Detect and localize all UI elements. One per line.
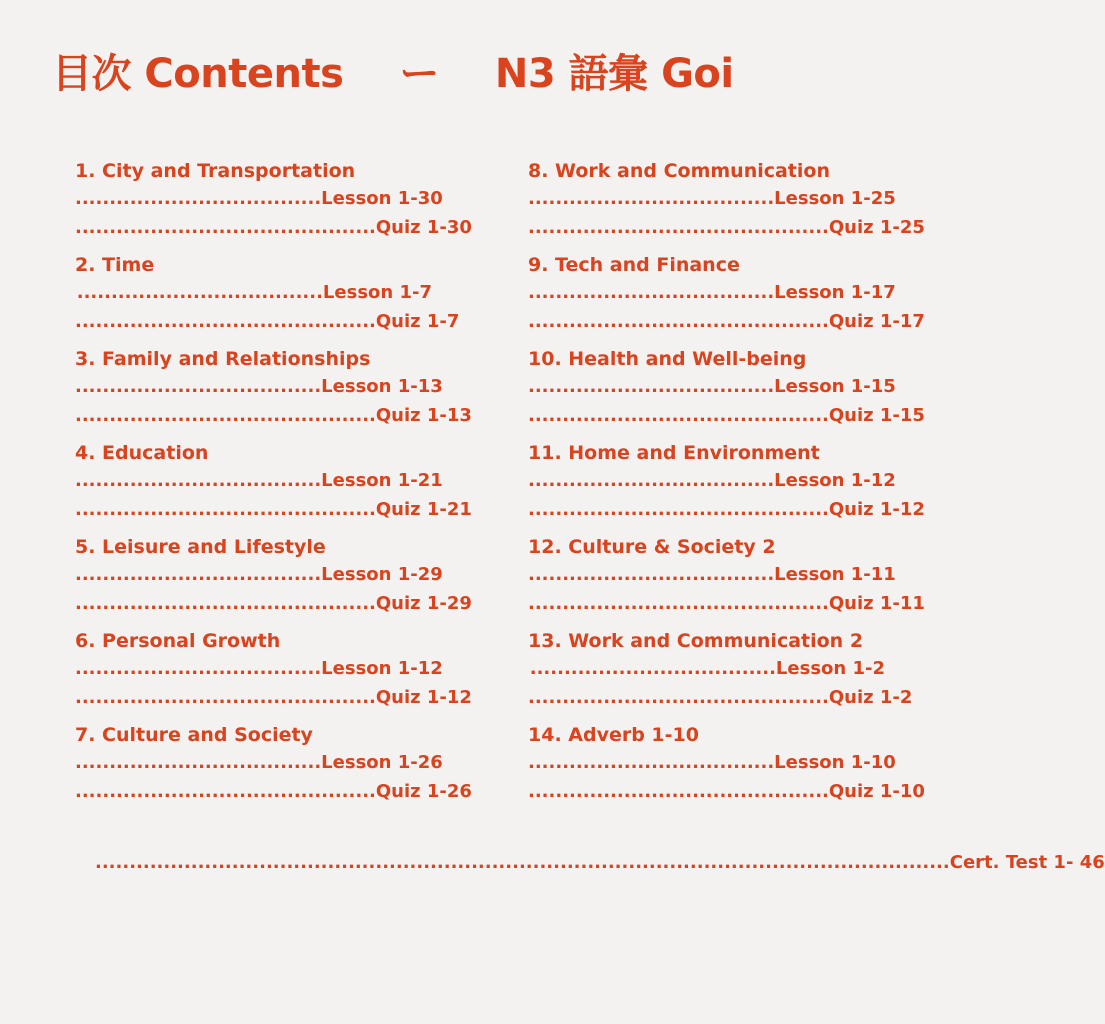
toc-section <box>528 346 925 440</box>
leader-dots: ............................................ <box>75 499 376 520</box>
toc-section <box>528 440 925 534</box>
lesson-entry[interactable] <box>528 560 896 589</box>
section-title: 5. Leisure and Lifestyle <box>75 536 326 558</box>
quiz-entry[interactable] <box>528 495 925 524</box>
title-right: N3 語彙 Goi <box>494 50 734 97</box>
page-title <box>52 38 734 102</box>
leader-dots: .................................... <box>528 188 775 209</box>
quiz-label: Quiz 1-12 <box>375 687 472 708</box>
leader-dots: .................................... <box>528 564 775 585</box>
quiz-entry[interactable] <box>75 589 472 618</box>
lesson-entry[interactable] <box>75 560 443 589</box>
quiz-label: Quiz 1-2 <box>828 687 913 708</box>
quiz-label: Quiz 1-12 <box>828 499 925 520</box>
section-title: 6. Personal Growth <box>75 630 281 652</box>
leader-dots: .................................... <box>76 282 323 303</box>
toc-section <box>75 722 472 816</box>
toc-section <box>75 346 472 440</box>
lesson-entry[interactable] <box>75 654 443 683</box>
toc-section <box>528 252 925 346</box>
section-title: 3. Family and Relationships <box>75 348 371 370</box>
quiz-entry[interactable] <box>528 401 925 430</box>
section-title: 1. City and Transportation <box>75 160 356 182</box>
quiz-label: Quiz 1-13 <box>375 405 472 426</box>
quiz-label: Quiz 1-29 <box>375 593 472 614</box>
lesson-entry[interactable] <box>528 372 896 401</box>
lesson-entry[interactable] <box>75 372 443 401</box>
leader-dots: ............................................ <box>528 781 829 802</box>
leader-dots: ............................................ <box>528 217 829 238</box>
lesson-label: Lesson 1-10 <box>774 752 896 773</box>
section-title: 9. Tech and Finance <box>528 254 740 276</box>
toc-section <box>528 158 925 252</box>
leader-dots: ............................................................................................................................. <box>95 852 950 873</box>
quiz-label: Quiz 1-11 <box>828 593 925 614</box>
toc-right-column <box>528 158 925 816</box>
lesson-label: Lesson 1-7 <box>322 282 432 303</box>
quiz-label: Quiz 1-26 <box>375 781 472 802</box>
lesson-entry[interactable] <box>528 184 896 213</box>
quiz-entry[interactable] <box>528 777 925 806</box>
lesson-entry[interactable] <box>75 748 443 777</box>
lesson-label: Lesson 1-12 <box>321 658 443 679</box>
quiz-entry[interactable] <box>75 777 472 806</box>
leader-dots: .................................... <box>75 188 322 209</box>
section-title: 4. Education <box>75 442 209 464</box>
leader-dots: .................................... <box>528 282 775 303</box>
leader-dots: ............................................ <box>75 781 376 802</box>
lesson-entry[interactable] <box>528 654 885 683</box>
lesson-label: Lesson 1-29 <box>321 564 443 585</box>
quiz-entry[interactable] <box>528 213 925 242</box>
lesson-label: Lesson 1-12 <box>774 470 896 491</box>
quiz-label: Quiz 1-10 <box>828 781 925 802</box>
toc-section <box>528 722 925 816</box>
toc-section <box>528 534 925 628</box>
toc-section <box>528 628 913 722</box>
quiz-label: Quiz 1-21 <box>375 499 472 520</box>
lesson-label: Lesson 1-15 <box>774 376 896 397</box>
quiz-entry[interactable] <box>528 683 913 712</box>
lesson-label: Lesson 1-21 <box>321 470 443 491</box>
cert-test-entry[interactable] <box>95 848 1105 878</box>
section-title: 11. Home and Environment <box>528 442 820 464</box>
quiz-entry[interactable] <box>528 307 925 336</box>
section-title: 10. Health and Well-being <box>528 348 807 370</box>
leader-dots: ............................................ <box>528 687 829 708</box>
leader-dots: ............................................ <box>528 593 829 614</box>
quiz-entry[interactable] <box>75 307 460 336</box>
quiz-entry[interactable] <box>75 401 472 430</box>
lesson-label: Lesson 1-11 <box>774 564 896 585</box>
leader-dots: ............................................ <box>528 405 829 426</box>
leader-dots: ............................................ <box>528 499 829 520</box>
toc-section <box>75 628 472 722</box>
section-title: 2. Time <box>75 254 155 276</box>
leader-dots: ............................................ <box>75 217 376 238</box>
toc-section <box>75 534 472 628</box>
lesson-entry[interactable] <box>75 278 432 307</box>
leader-dots: .................................... <box>528 376 775 397</box>
leader-dots: .................................... <box>75 564 322 585</box>
lesson-label: Lesson 1-13 <box>321 376 443 397</box>
lesson-entry[interactable] <box>528 278 896 307</box>
leader-dots: ............................................ <box>75 687 376 708</box>
section-title: 8. Work and Communication <box>528 160 830 182</box>
lesson-label: Lesson 1-2 <box>775 658 885 679</box>
toc-section <box>75 252 460 346</box>
quiz-label: Quiz 1-15 <box>828 405 925 426</box>
leader-dots: ............................................ <box>528 311 829 332</box>
leader-dots: .................................... <box>528 470 775 491</box>
lesson-label: Lesson 1-17 <box>774 282 896 303</box>
quiz-entry[interactable] <box>528 589 925 618</box>
quiz-label: Quiz 1-25 <box>828 217 925 238</box>
leader-dots: .................................... <box>75 658 322 679</box>
quiz-label: Quiz 1-7 <box>375 311 460 332</box>
leader-dots: ............................................ <box>75 311 376 332</box>
title-left: 目次 Contents <box>52 50 344 97</box>
toc-section <box>75 440 472 534</box>
leader-dots: .................................... <box>75 470 322 491</box>
lesson-label: Lesson 1-25 <box>774 188 896 209</box>
leader-dots: .................................... <box>529 658 776 679</box>
title-dash: ー <box>399 50 439 97</box>
section-title: 14. Adverb 1-10 <box>528 724 699 746</box>
leader-dots: ............................................ <box>75 405 376 426</box>
quiz-entry[interactable] <box>75 683 472 712</box>
lesson-entry[interactable] <box>75 184 443 213</box>
lesson-entry[interactable] <box>75 466 443 495</box>
quiz-entry[interactable] <box>75 495 472 524</box>
lesson-label: Lesson 1-26 <box>321 752 443 773</box>
leader-dots: .................................... <box>75 752 322 773</box>
quiz-label: Quiz 1-30 <box>375 217 472 238</box>
quiz-entry[interactable] <box>75 213 472 242</box>
cert-test-label: Cert. Test 1- 46 <box>949 852 1105 873</box>
section-title: 7. Culture and Society <box>75 724 313 746</box>
quiz-label: Quiz 1-17 <box>828 311 925 332</box>
leader-dots: .................................... <box>528 752 775 773</box>
toc-left-column <box>75 158 472 816</box>
lesson-label: Lesson 1-30 <box>321 188 443 209</box>
toc-section <box>75 158 472 252</box>
section-title: 13. Work and Communication 2 <box>528 630 864 652</box>
leader-dots: .................................... <box>75 376 322 397</box>
lesson-entry[interactable] <box>528 748 896 777</box>
leader-dots: ............................................ <box>75 593 376 614</box>
lesson-entry[interactable] <box>528 466 896 495</box>
section-title: 12. Culture & Society 2 <box>528 536 776 558</box>
